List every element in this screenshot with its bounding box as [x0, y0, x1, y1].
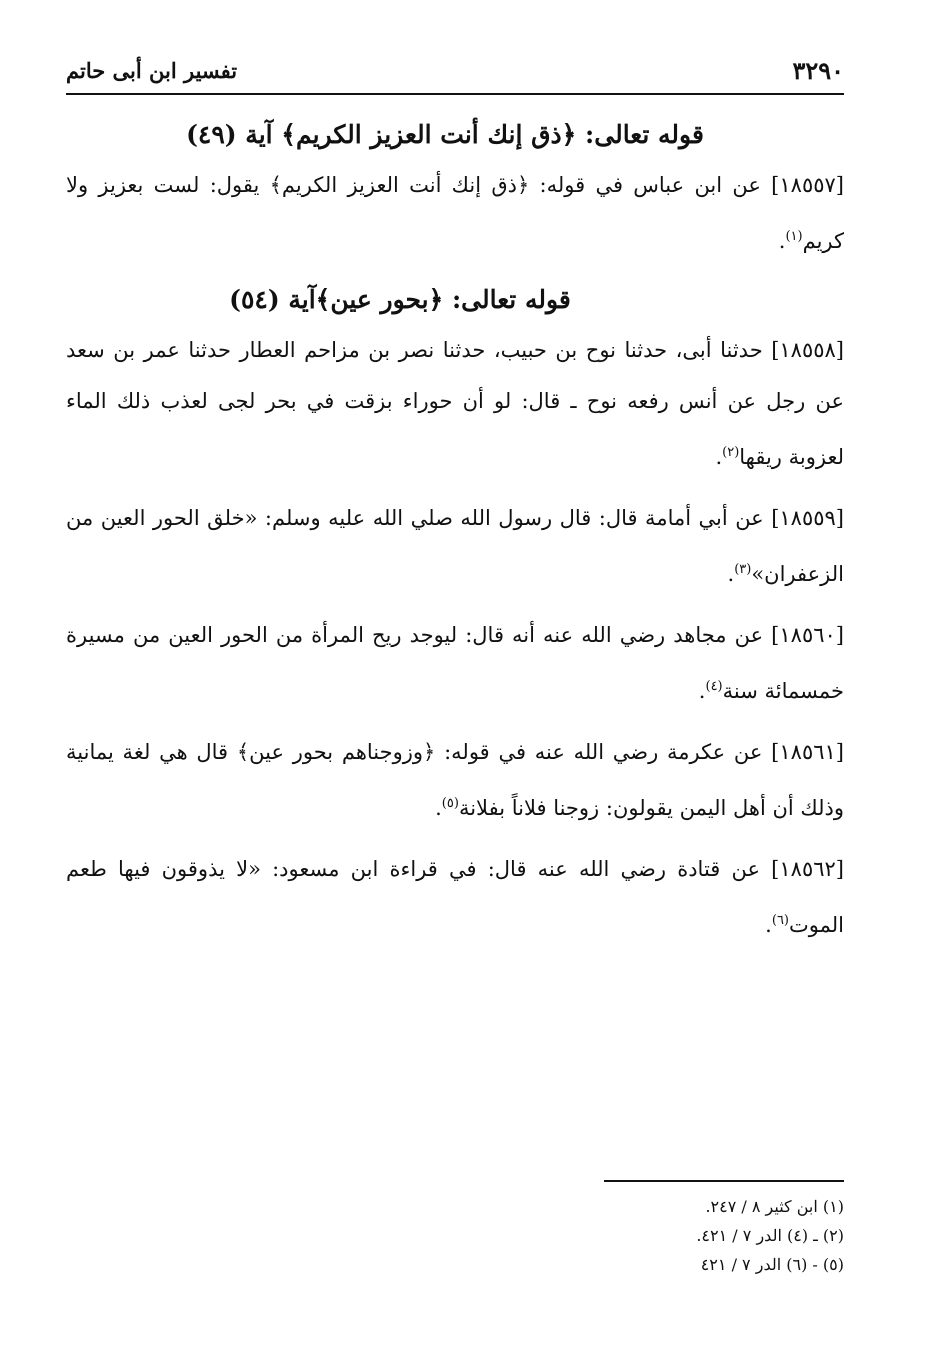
header-rule [66, 93, 844, 95]
narration-18559 [66, 493, 844, 600]
sentence-end: . [715, 445, 723, 469]
footnote-3: (٥) - (٦) الدر ٧ / ٤٢١ [700, 1255, 844, 1274]
footnote-ref: (٥) [441, 796, 459, 811]
sentence-end: . [435, 796, 442, 820]
main-text [66, 112, 844, 961]
sentence-end: . [698, 679, 706, 703]
footnote-2: (٢) ـ (٤) الدر ٧ / ٤٢١. [696, 1226, 844, 1245]
footnotes [500, 1192, 844, 1279]
book-title: تفسير ابن أبى حاتم [66, 57, 238, 83]
narration-text: [١٨٥٦٢] عن قتادة رضي الله عنه قال: في قراءة ابن مسعود: «لا يذوقون فيها طعم الموت [66, 857, 844, 937]
running-head [66, 50, 844, 90]
narration-text: [١٨٥٦١] عن عكرمة رضي الله عنه في قوله: ﴿وزوجناهم بحور عين﴾ قال هي لغة يمانية وذلك أن أهل اليمن يقولون: زوجنا فلاناً بفلانة [66, 740, 844, 820]
sentence-end: . [727, 562, 735, 586]
footnote-ref: (٢) [722, 445, 740, 460]
footnote-ref: (٣) [734, 562, 752, 577]
narration-18558 [66, 325, 844, 483]
narration-text: [١٨٥٥٧] عن ابن عباس في قوله: ﴿ذق إنك أنت العزيز الكريم﴾ يقول: لست بعزيز ولا كريم [66, 173, 844, 253]
section-heading-verse-54: قوله تعالى: ﴿بحور عين﴾آية (٥٤) [229, 285, 571, 314]
footnote-rule [604, 1180, 844, 1182]
page-number: ٣٢٩٠ [792, 55, 844, 85]
section-heading-verse-49: قوله تعالى: ﴿ذق إنك أنت العزيز الكريم﴾ آية (٤٩) [186, 120, 704, 149]
narration-text: [١٨٥٦٠] عن مجاهد رضي الله عنه أنه قال: ليوجد ريح المرأة من الحور العين من مسيرة خمسمائة سنة [66, 623, 844, 703]
narration-18561 [66, 727, 844, 834]
narration-18560 [66, 610, 844, 717]
footnote-ref: (٦) [771, 913, 789, 928]
narration-text: [١٨٥٥٩] عن أبي أمامة قال: قال رسول الله صلي الله عليه وسلم: «خلق الحور العين من الزعفران» [66, 506, 844, 586]
sentence-end: . [778, 229, 786, 253]
footnote-ref: (٤) [705, 679, 723, 694]
footnote-ref: (١) [785, 229, 803, 244]
sentence-end: . [765, 913, 772, 937]
narration-18557 [66, 160, 844, 267]
narration-18562 [66, 844, 844, 951]
narration-text: [١٨٥٥٨] حدثنا أبى، حدثنا نوح بن حبيب، حدثنا نصر بن مزاحم العطار حدثنا عمر بن سعد عن رجل عن أنس رفعه نوح ـ قال: لو أن حوراء بزقت في بحر لجى لعذب ذلك الماء لعزوبة ريقها [66, 338, 844, 469]
footnote-1: (١) ابن كثير ٨ / ٢٤٧. [705, 1197, 844, 1216]
